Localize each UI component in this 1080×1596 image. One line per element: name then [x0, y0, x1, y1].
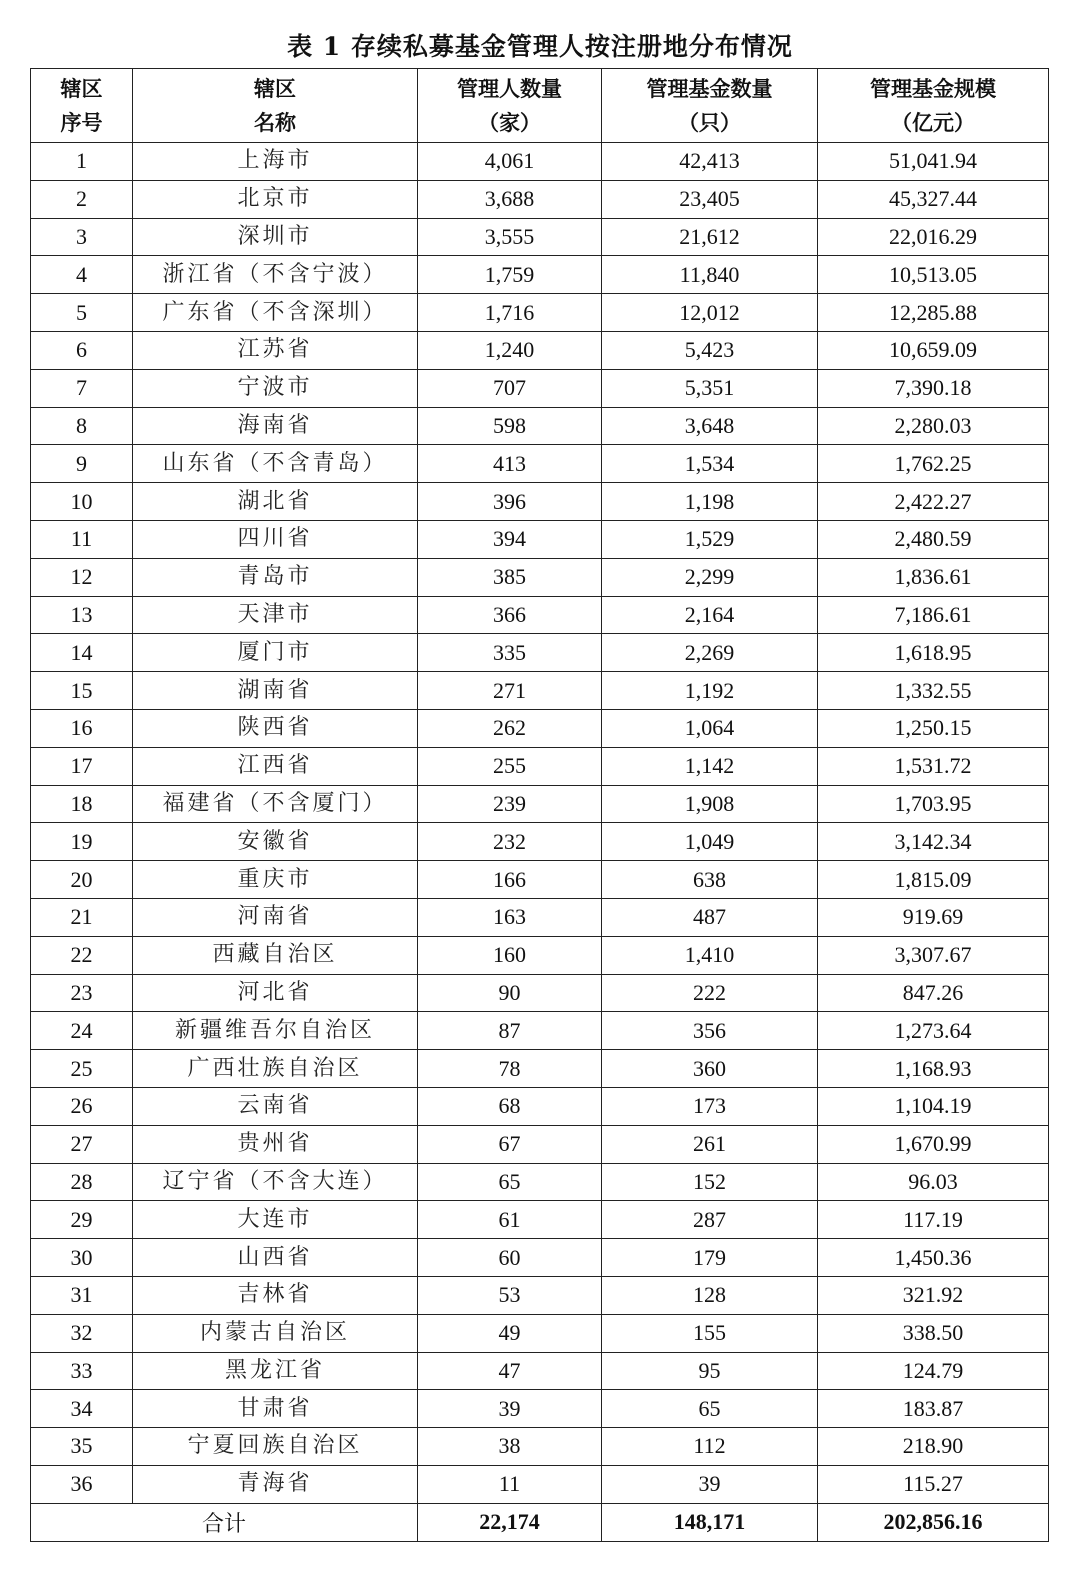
cell-manager-count: 394	[418, 520, 602, 558]
cell-fund-scale: 2,480.59	[818, 520, 1049, 558]
table-row	[31, 1276, 1049, 1314]
cell-fund-scale: 919.69	[818, 898, 1049, 936]
cell-fund-count: 155	[602, 1314, 818, 1352]
cell-fund-scale: 10,659.09	[818, 331, 1049, 369]
cell-region-no: 17	[31, 747, 133, 785]
cell-fund-count: 222	[602, 974, 818, 1012]
cell-manager-count: 232	[418, 823, 602, 861]
cell-region-name: 吉林省	[133, 1276, 418, 1314]
cell-fund-count: 261	[602, 1125, 818, 1163]
cell-region-name: 大连市	[133, 1201, 418, 1239]
header-fund-count-line2: （只）	[678, 110, 741, 135]
header-region-no-line2: 序号	[60, 110, 103, 135]
cell-fund-count: 3,648	[602, 407, 818, 445]
cell-manager-count: 38	[418, 1428, 602, 1466]
cell-manager-count: 385	[418, 558, 602, 596]
header-region-name-line1: 辖区	[254, 76, 296, 101]
cell-fund-count: 1,908	[602, 785, 818, 823]
cell-region-name: 浙江省（不含宁波）	[133, 256, 418, 294]
table-row	[31, 407, 1049, 445]
cell-fund-count: 21,612	[602, 218, 818, 256]
cell-region-name: 江苏省	[133, 331, 418, 369]
header-fund-scale-line1: 管理基金规模	[870, 76, 996, 101]
table-row	[31, 1087, 1049, 1125]
cell-region-no: 25	[31, 1050, 133, 1088]
cell-region-name: 西藏自治区	[133, 936, 418, 974]
cell-fund-scale: 1,450.36	[818, 1239, 1049, 1277]
cell-fund-scale: 51,041.94	[818, 143, 1049, 181]
cell-fund-count: 5,423	[602, 331, 818, 369]
cell-manager-count: 335	[418, 634, 602, 672]
cell-region-no: 21	[31, 898, 133, 936]
table-row	[31, 785, 1049, 823]
cell-fund-scale: 1,168.93	[818, 1050, 1049, 1088]
cell-fund-scale: 847.26	[818, 974, 1049, 1012]
cell-manager-count: 1,240	[418, 331, 602, 369]
cell-manager-count: 65	[418, 1163, 602, 1201]
cell-fund-count: 360	[602, 1050, 818, 1088]
cell-fund-scale: 12,285.88	[818, 294, 1049, 332]
cell-fund-scale: 115.27	[818, 1465, 1049, 1503]
cell-region-name: 山东省（不含青岛）	[133, 445, 418, 483]
cell-fund-count: 1,064	[602, 709, 818, 747]
cell-manager-count: 49	[418, 1314, 602, 1352]
header-fund-count	[602, 69, 818, 143]
cell-fund-count: 23,405	[602, 180, 818, 218]
cell-fund-scale: 3,142.34	[818, 823, 1049, 861]
cell-manager-count: 3,688	[418, 180, 602, 218]
cell-fund-scale: 117.19	[818, 1201, 1049, 1239]
table-row	[31, 218, 1049, 256]
cell-region-no: 20	[31, 861, 133, 899]
table-row	[31, 709, 1049, 747]
cell-region-no: 18	[31, 785, 133, 823]
cell-region-no: 11	[31, 520, 133, 558]
table-row	[31, 1050, 1049, 1088]
header-region-no	[31, 69, 133, 143]
cell-region-no: 31	[31, 1276, 133, 1314]
cell-fund-scale: 1,836.61	[818, 558, 1049, 596]
cell-manager-count: 67	[418, 1125, 602, 1163]
cell-manager-count: 1,716	[418, 294, 602, 332]
table-row	[31, 1163, 1049, 1201]
cell-manager-count: 4,061	[418, 143, 602, 181]
cell-manager-count: 11	[418, 1465, 602, 1503]
cell-fund-count: 112	[602, 1428, 818, 1466]
cell-fund-scale: 2,422.27	[818, 483, 1049, 521]
cell-region-name: 河北省	[133, 974, 418, 1012]
header-fund-scale	[818, 69, 1049, 143]
cell-fund-scale: 1,273.64	[818, 1012, 1049, 1050]
cell-region-name: 内蒙古自治区	[133, 1314, 418, 1352]
cell-region-name: 天津市	[133, 596, 418, 634]
cell-region-name: 青海省	[133, 1465, 418, 1503]
cell-manager-count: 166	[418, 861, 602, 899]
table-row	[31, 898, 1049, 936]
cell-manager-count: 68	[418, 1087, 602, 1125]
cell-region-name: 福建省（不含厦门）	[133, 785, 418, 823]
table-row	[31, 634, 1049, 672]
cell-fund-scale: 1,332.55	[818, 672, 1049, 710]
cell-region-name: 安徽省	[133, 823, 418, 861]
cell-region-no: 10	[31, 483, 133, 521]
cell-manager-count: 598	[418, 407, 602, 445]
cell-region-name: 山西省	[133, 1239, 418, 1277]
table-row	[31, 1314, 1049, 1352]
cell-region-no: 9	[31, 445, 133, 483]
table-row	[31, 974, 1049, 1012]
cell-manager-count: 78	[418, 1050, 602, 1088]
table-row	[31, 672, 1049, 710]
cell-manager-count: 60	[418, 1239, 602, 1277]
cell-region-name: 辽宁省（不含大连）	[133, 1163, 418, 1201]
cell-fund-count: 2,299	[602, 558, 818, 596]
header-row	[31, 69, 1049, 143]
cell-manager-count: 163	[418, 898, 602, 936]
cell-region-name: 深圳市	[133, 218, 418, 256]
table-title: 表 1 存续私募基金管理人按注册地分布情况	[287, 32, 793, 61]
cell-fund-count: 1,198	[602, 483, 818, 521]
cell-region-no: 4	[31, 256, 133, 294]
cell-manager-count: 61	[418, 1201, 602, 1239]
cell-region-name: 宁夏回族自治区	[133, 1428, 418, 1466]
cell-fund-scale: 1,762.25	[818, 445, 1049, 483]
cell-manager-count: 53	[418, 1276, 602, 1314]
table-row	[31, 558, 1049, 596]
cell-manager-count: 1,759	[418, 256, 602, 294]
cell-manager-count: 239	[418, 785, 602, 823]
cell-fund-count: 128	[602, 1276, 818, 1314]
cell-fund-scale: 338.50	[818, 1314, 1049, 1352]
cell-region-no: 36	[31, 1465, 133, 1503]
cell-region-name: 甘肃省	[133, 1390, 418, 1428]
cell-region-no: 24	[31, 1012, 133, 1050]
cell-region-no: 19	[31, 823, 133, 861]
cell-region-no: 32	[31, 1314, 133, 1352]
table-row	[31, 180, 1049, 218]
cell-region-no: 34	[31, 1390, 133, 1428]
cell-fund-count: 152	[602, 1163, 818, 1201]
cell-fund-count: 42,413	[602, 143, 818, 181]
cell-region-no: 8	[31, 407, 133, 445]
cell-region-no: 5	[31, 294, 133, 332]
total-row	[31, 1503, 1049, 1541]
table-body	[31, 143, 1049, 1504]
table-row	[31, 143, 1049, 181]
cell-fund-scale: 7,186.61	[818, 596, 1049, 634]
cell-manager-count: 90	[418, 974, 602, 1012]
cell-fund-scale: 1,703.95	[818, 785, 1049, 823]
cell-fund-scale: 1,531.72	[818, 747, 1049, 785]
cell-region-name: 湖北省	[133, 483, 418, 521]
cell-region-name: 上海市	[133, 143, 418, 181]
header-fund-scale-line2: （亿元）	[891, 110, 975, 135]
cell-fund-scale: 1,250.15	[818, 709, 1049, 747]
table-row	[31, 1465, 1049, 1503]
cell-region-name: 云南省	[133, 1087, 418, 1125]
table-row	[31, 1239, 1049, 1277]
total-funds: 148,171	[602, 1503, 818, 1541]
cell-region-name: 海南省	[133, 407, 418, 445]
cell-manager-count: 413	[418, 445, 602, 483]
cell-fund-scale: 1,618.95	[818, 634, 1049, 672]
cell-region-name: 陕西省	[133, 709, 418, 747]
total-label: 合计	[31, 1503, 418, 1541]
cell-manager-count: 87	[418, 1012, 602, 1050]
cell-region-name: 广东省（不含深圳）	[133, 294, 418, 332]
cell-fund-count: 1,529	[602, 520, 818, 558]
table-row	[31, 1125, 1049, 1163]
cell-region-name: 宁波市	[133, 369, 418, 407]
cell-fund-scale: 3,307.67	[818, 936, 1049, 974]
cell-manager-count: 3,555	[418, 218, 602, 256]
cell-fund-count: 1,192	[602, 672, 818, 710]
total-managers: 22,174	[418, 1503, 602, 1541]
cell-manager-count: 707	[418, 369, 602, 407]
cell-region-no: 27	[31, 1125, 133, 1163]
cell-region-no: 23	[31, 974, 133, 1012]
cell-region-name: 四川省	[133, 520, 418, 558]
table-row	[31, 1352, 1049, 1390]
cell-region-name: 重庆市	[133, 861, 418, 899]
cell-region-name: 黑龙江省	[133, 1352, 418, 1390]
table-row	[31, 861, 1049, 899]
cell-region-name: 北京市	[133, 180, 418, 218]
cell-fund-count: 2,269	[602, 634, 818, 672]
cell-fund-count: 95	[602, 1352, 818, 1390]
manager-distribution-table	[30, 68, 1049, 1542]
table-row	[31, 1201, 1049, 1239]
table-row	[31, 369, 1049, 407]
cell-region-name: 贵州省	[133, 1125, 418, 1163]
table-row	[31, 936, 1049, 974]
cell-manager-count: 39	[418, 1390, 602, 1428]
cell-region-no: 28	[31, 1163, 133, 1201]
cell-region-name: 湖南省	[133, 672, 418, 710]
table-row	[31, 1012, 1049, 1050]
cell-region-name: 青岛市	[133, 558, 418, 596]
cell-region-no: 26	[31, 1087, 133, 1125]
table-row	[31, 1390, 1049, 1428]
header-region-name	[133, 69, 418, 143]
cell-fund-scale: 2,280.03	[818, 407, 1049, 445]
cell-fund-count: 356	[602, 1012, 818, 1050]
cell-region-name: 厦门市	[133, 634, 418, 672]
cell-fund-count: 173	[602, 1087, 818, 1125]
header-region-name-line2: 名称	[254, 110, 296, 135]
cell-fund-count: 287	[602, 1201, 818, 1239]
cell-fund-count: 1,049	[602, 823, 818, 861]
table-row	[31, 256, 1049, 294]
cell-fund-count: 638	[602, 861, 818, 899]
cell-manager-count: 47	[418, 1352, 602, 1390]
cell-region-name: 广西壮族自治区	[133, 1050, 418, 1088]
table-row	[31, 596, 1049, 634]
cell-fund-count: 65	[602, 1390, 818, 1428]
cell-region-no: 2	[31, 180, 133, 218]
cell-fund-scale: 22,016.29	[818, 218, 1049, 256]
cell-region-no: 7	[31, 369, 133, 407]
cell-region-no: 30	[31, 1239, 133, 1277]
cell-fund-scale: 218.90	[818, 1428, 1049, 1466]
cell-fund-scale: 321.92	[818, 1276, 1049, 1314]
table-row	[31, 747, 1049, 785]
cell-region-no: 15	[31, 672, 133, 710]
cell-fund-count: 1,410	[602, 936, 818, 974]
cell-fund-scale: 183.87	[818, 1390, 1049, 1428]
cell-region-name: 新疆维吾尔自治区	[133, 1012, 418, 1050]
cell-region-no: 13	[31, 596, 133, 634]
table-row	[31, 823, 1049, 861]
cell-fund-scale: 96.03	[818, 1163, 1049, 1201]
table-row	[31, 483, 1049, 521]
cell-fund-scale: 45,327.44	[818, 180, 1049, 218]
cell-region-no: 3	[31, 218, 133, 256]
cell-region-no: 16	[31, 709, 133, 747]
cell-fund-scale: 10,513.05	[818, 256, 1049, 294]
cell-fund-count: 11,840	[602, 256, 818, 294]
cell-fund-count: 1,142	[602, 747, 818, 785]
header-fund-count-line1: 管理基金数量	[646, 76, 773, 101]
cell-fund-scale: 1,104.19	[818, 1087, 1049, 1125]
cell-fund-scale: 1,670.99	[818, 1125, 1049, 1163]
cell-fund-count: 5,351	[602, 369, 818, 407]
cell-fund-count: 39	[602, 1465, 818, 1503]
header-region-no-line1: 辖区	[60, 76, 103, 101]
cell-fund-scale: 1,815.09	[818, 861, 1049, 899]
total-scale: 202,856.16	[818, 1503, 1049, 1541]
table-row	[31, 294, 1049, 332]
table-row	[31, 331, 1049, 369]
cell-manager-count: 160	[418, 936, 602, 974]
header-manager-count	[418, 69, 602, 143]
table-row	[31, 445, 1049, 483]
cell-region-no: 1	[31, 143, 133, 181]
header-manager-count-line2: （家）	[478, 110, 541, 135]
cell-region-no: 29	[31, 1201, 133, 1239]
cell-region-name: 江西省	[133, 747, 418, 785]
cell-fund-count: 179	[602, 1239, 818, 1277]
cell-region-name: 河南省	[133, 898, 418, 936]
cell-region-no: 35	[31, 1428, 133, 1466]
cell-region-no: 6	[31, 331, 133, 369]
cell-fund-scale: 7,390.18	[818, 369, 1049, 407]
cell-region-no: 14	[31, 634, 133, 672]
cell-manager-count: 271	[418, 672, 602, 710]
table-row	[31, 1428, 1049, 1466]
table-row	[31, 520, 1049, 558]
cell-manager-count: 366	[418, 596, 602, 634]
cell-fund-count: 12,012	[602, 294, 818, 332]
cell-fund-count: 2,164	[602, 596, 818, 634]
cell-region-no: 33	[31, 1352, 133, 1390]
header-manager-count-line1: 管理人数量	[457, 76, 562, 101]
cell-region-no: 22	[31, 936, 133, 974]
cell-manager-count: 396	[418, 483, 602, 521]
cell-region-no: 12	[31, 558, 133, 596]
cell-fund-count: 487	[602, 898, 818, 936]
cell-manager-count: 262	[418, 709, 602, 747]
cell-manager-count: 255	[418, 747, 602, 785]
cell-fund-count: 1,534	[602, 445, 818, 483]
cell-fund-scale: 124.79	[818, 1352, 1049, 1390]
